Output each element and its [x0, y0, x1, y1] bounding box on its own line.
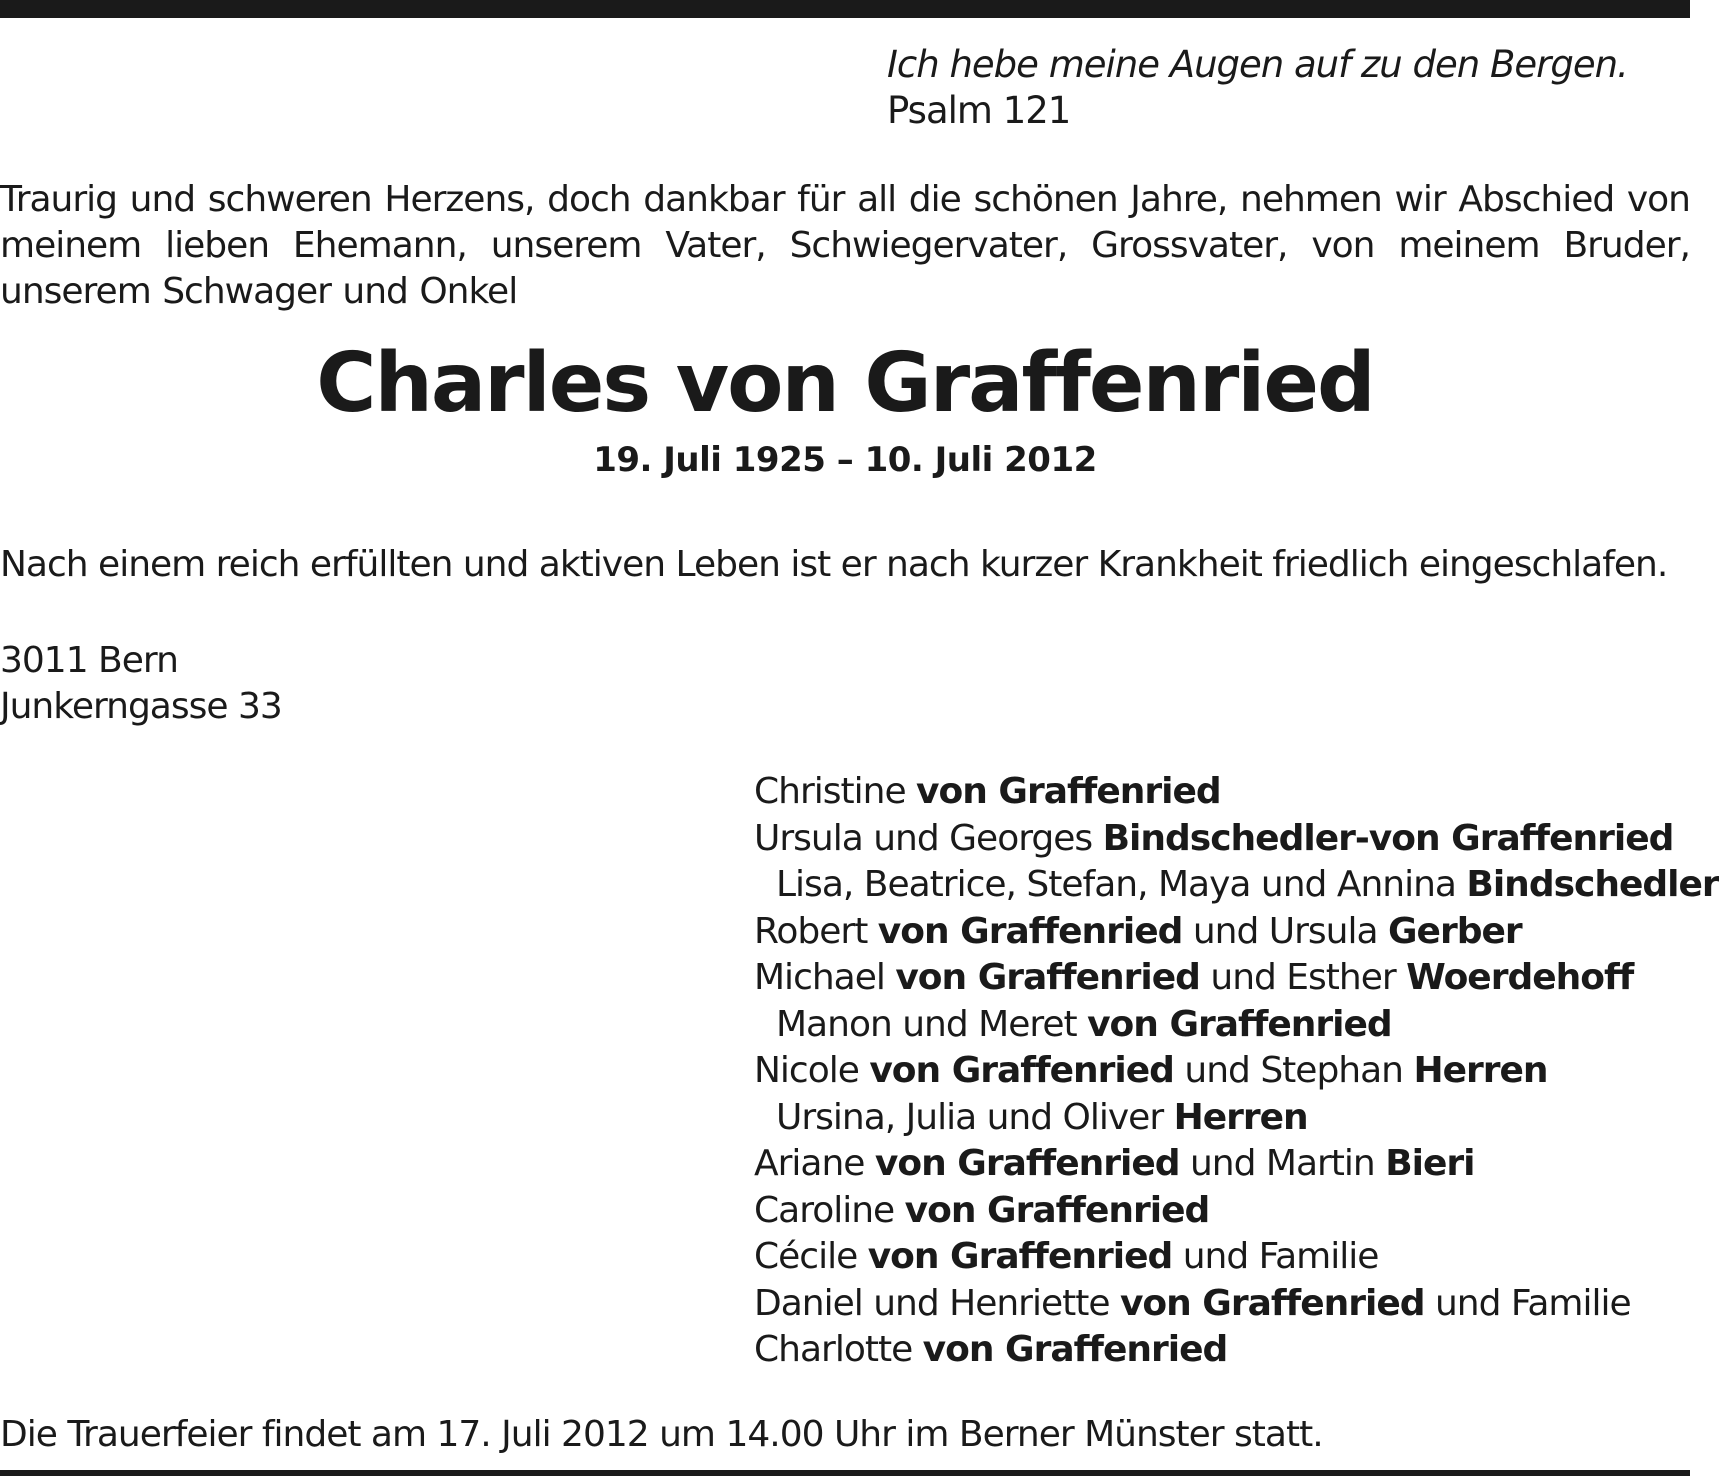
mourner-row [754, 862, 1719, 909]
mourner-surname: von Graffenried [1119, 1282, 1425, 1324]
service-notice: Die Trauerfeier findet am 17. Juli 2012 um 14.00 Uhr im Berner Münster statt. [0, 1414, 1323, 1455]
mourner-surname: von Graffenried [867, 1236, 1173, 1277]
mourner-surname: von Graffenried [904, 1189, 1210, 1231]
mourner-surname: von Graffenried [916, 771, 1221, 812]
mourner-given: und Stephan [1173, 1050, 1414, 1091]
mourner-surname: Herren [1413, 1050, 1548, 1091]
mourner-given: Daniel und Henriette [754, 1282, 1120, 1324]
bottom-rule [0, 1470, 1690, 1476]
mourner-row [754, 1327, 1719, 1374]
deceased-dates: 19. Juli 1925 – 10. Juli 2012 [593, 440, 1097, 480]
intro-text: Traurig und schweren Herzens, doch dankbar für all die schönen Jahre, nehmen wir Abschied von meinem lieben Ehemann, unserem Vater, Schwiegervater, Grossvater, von meinem Bruder, unserem Schwager und Onkel [0, 179, 1690, 312]
mourner-given: Caroline [754, 1189, 905, 1231]
mourner-given: Ariane [754, 1143, 875, 1184]
mourner-row [754, 1002, 1719, 1049]
mourner-surname: Bindschedler [1466, 864, 1719, 905]
mourner-surname: von Graffenried [922, 1329, 1228, 1370]
mourner-row [754, 1234, 1719, 1281]
address-line-1: 3011 Bern [0, 640, 178, 681]
address-line-2: Junkerngasse 33 [0, 686, 282, 727]
mourner-surname: von Graffenried [1087, 1003, 1392, 1045]
mourner-row [754, 909, 1719, 956]
mourner-row [754, 955, 1719, 1002]
deceased-name: Charles von Graffenried [316, 336, 1374, 431]
motto-verse: Ich hebe meine Augen auf zu den Bergen. [887, 43, 1628, 86]
mourner-given: Ursula und Georges [754, 817, 1103, 859]
mourner-row [754, 1048, 1719, 1095]
mourner-surname: von Graffenried [874, 1143, 1180, 1184]
mourner-given: Manon und Meret [776, 1003, 1088, 1045]
summary-text: Nach einem reich erfüllten und aktiven Leben ist er nach kurzer Krankheit friedlich eingeschlafen. [0, 544, 1668, 585]
mourners-list [754, 769, 1719, 1374]
mourner-given: Charlotte [754, 1329, 923, 1370]
mourner-surname: von Graffenried [869, 1050, 1174, 1091]
mourner-surname: von Graffenried [877, 910, 1183, 952]
mourner-row [754, 1188, 1719, 1235]
mourner-given: und Esther [1199, 957, 1407, 998]
mourner-given: Ursina, Julia und Oliver [776, 1096, 1174, 1138]
address [0, 638, 282, 730]
motto-source: Psalm 121 [887, 89, 1071, 132]
mourner-given: Robert [754, 910, 878, 952]
mourner-given: und Ursula [1182, 910, 1388, 952]
mourner-row [754, 1141, 1719, 1188]
mourner-surname: Bieri [1385, 1143, 1475, 1184]
mourner-given: und Familie [1424, 1282, 1631, 1324]
mourner-surname: Herren [1173, 1096, 1308, 1138]
mourner-given: und Martin [1179, 1143, 1386, 1184]
mourner-given: Lisa, Beatrice, Stefan, Maya und Annina [776, 864, 1467, 905]
mourner-surname: von Graffenried [895, 957, 1200, 998]
mourner-given: Michael [754, 957, 896, 998]
mourner-surname: Gerber [1388, 910, 1522, 952]
mourner-row [754, 769, 1719, 816]
mourner-row [754, 816, 1719, 863]
mourner-row [754, 1095, 1719, 1142]
motto [887, 42, 1628, 134]
mourner-given: und Familie [1172, 1236, 1379, 1277]
mourner-given: Cécile [754, 1236, 868, 1277]
mourner-row [754, 1281, 1719, 1328]
mourner-surname: Woerdehoff [1406, 957, 1634, 998]
mourner-given: Christine [754, 771, 917, 812]
mourner-given: Nicole [754, 1050, 870, 1091]
top-rule [0, 0, 1690, 18]
mourner-surname: Bindschedler-von Graffenried [1102, 817, 1674, 859]
